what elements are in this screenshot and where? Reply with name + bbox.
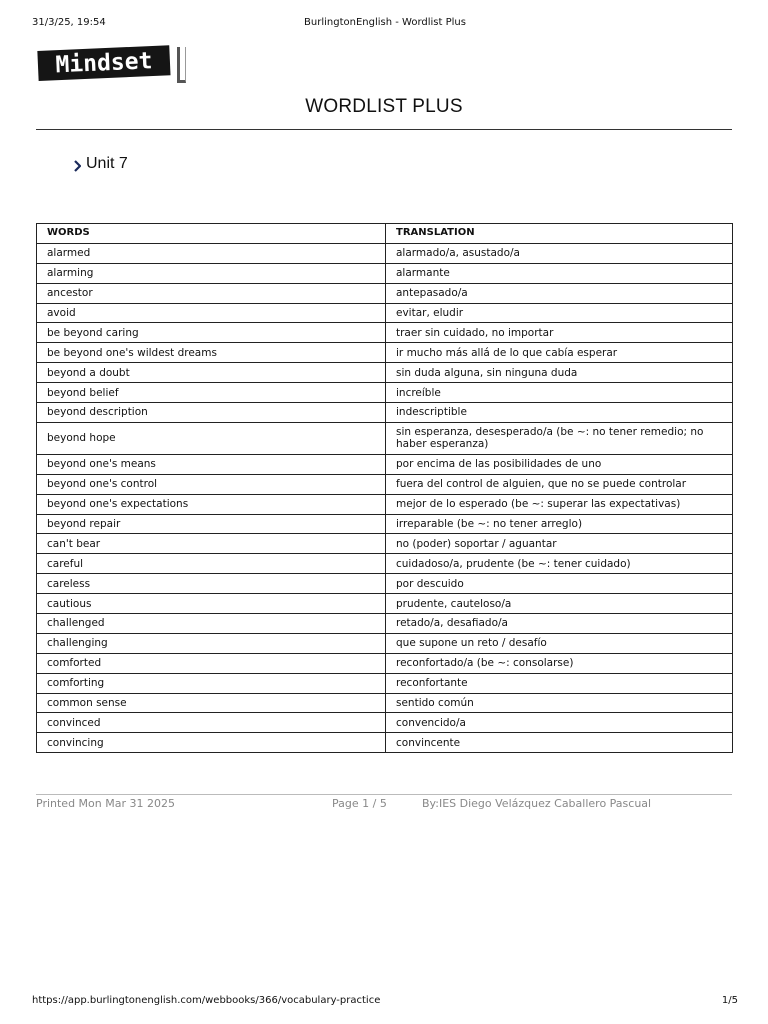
chevron-right-icon [74,160,81,172]
table-row [37,303,733,323]
table-row [37,422,733,454]
translation-cell: fuera del control de alguien, que no se puede controlar [386,474,733,494]
translation-cell: ir mucho más allá de lo que cabía esperar [386,343,733,363]
table-row [37,363,733,383]
word-cell: beyond one's means [37,454,386,474]
translation-cell: evitar, eludir [386,303,733,323]
table-row [37,614,733,634]
table-row [37,554,733,574]
word-cell: beyond description [37,403,386,423]
word-cell: careless [37,574,386,594]
table-row [37,633,733,653]
table-row [37,494,733,514]
table-row [37,574,733,594]
word-cell: careful [37,554,386,574]
table-row [37,403,733,423]
translation-cell: antepasado/a [386,283,733,303]
translation-cell: traer sin cuidado, no importar [386,323,733,343]
translation-cell: por encima de las posibilidades de uno [386,454,733,474]
page-title: WORDLIST PLUS [305,96,463,117]
table-body [37,243,733,752]
unit-label: Unit 7 [86,155,128,172]
print-page-title: BurlingtonEnglish - Wordlist Plus [304,17,466,28]
print-header [32,17,738,31]
word-cell: comforting [37,673,386,693]
translation-cell: por descuido [386,574,733,594]
translation-cell: no (poder) soportar / aguantar [386,534,733,554]
word-cell: be beyond caring [37,323,386,343]
table-row [37,673,733,693]
word-cell: alarmed [37,243,386,263]
translation-cell: irreparable (be ~: no tener arreglo) [386,514,733,534]
table-row [37,733,733,753]
printed-by: By:IES Diego Velázquez Caballero Pascual [422,797,652,810]
print-page-count: 1/5 [721,995,738,1006]
translation-cell: alarmante [386,263,733,283]
table-row [37,693,733,713]
table-row [37,323,733,343]
table-row [37,474,733,494]
translation-cell: cuidadoso/a, prudente (be ~: tener cuidado) [386,554,733,574]
translation-cell: retado/a, desafiado/a [386,614,733,634]
translation-cell: alarmado/a, asustado/a [386,243,733,263]
logo-level-mark [177,47,186,83]
table-row [37,454,733,474]
table-row [37,343,733,363]
wordlist-table [36,223,733,753]
logo-text: Mindset [54,48,153,79]
table-row [37,283,733,303]
table-row [37,263,733,283]
column-header-translation: TRANSLATION [386,224,733,244]
word-cell: beyond one's expectations [37,494,386,514]
translation-cell: reconfortante [386,673,733,693]
translation-cell: convincente [386,733,733,753]
translation-cell: increíble [386,383,733,403]
column-header-words: WORDS [37,224,386,244]
table-row [37,534,733,554]
print-timestamp: 31/3/25, 19:54 [32,17,106,28]
table-row [37,594,733,614]
word-cell: challenging [37,633,386,653]
word-cell: beyond hope [37,422,386,454]
translation-cell: que supone un reto / desafío [386,633,733,653]
translation-cell: sin esperanza, desesperado/a (be ~: no tener remedio; no haber esperanza) [386,422,733,454]
table-row [37,653,733,673]
footer-divider [36,794,732,795]
word-cell: can't bear [37,534,386,554]
word-cell: challenged [37,614,386,634]
translation-cell: indescriptible [386,403,733,423]
word-cell: convinced [37,713,386,733]
word-cell: be beyond one's wildest dreams [37,343,386,363]
mindset-logo [38,47,188,87]
translation-cell: convencido/a [386,713,733,733]
table-row [37,514,733,534]
word-cell: convincing [37,733,386,753]
word-cell: beyond belief [37,383,386,403]
table-header-row [37,224,733,244]
translation-cell: sentido común [386,693,733,713]
page-number: Page 1 / 5 [332,797,387,810]
word-cell: cautious [37,594,386,614]
print-url: https://app.burlingtonenglish.com/webbooks/366/vocabulary-practice [32,995,381,1006]
word-cell: avoid [37,303,386,323]
translation-cell: reconfortado/a (be ~: consolarse) [386,653,733,673]
word-cell: comforted [37,653,386,673]
word-cell: beyond a doubt [37,363,386,383]
translation-cell: sin duda alguna, sin ninguna duda [386,363,733,383]
word-cell: beyond one's control [37,474,386,494]
word-cell: ancestor [37,283,386,303]
table-row [37,383,733,403]
unit-link[interactable] [74,155,128,173]
table-row [37,243,733,263]
printed-date: Printed Mon Mar 31 2025 [36,797,175,810]
word-cell: common sense [37,693,386,713]
word-cell: beyond repair [37,514,386,534]
title-divider [36,129,732,130]
table-row [37,713,733,733]
word-cell: alarming [37,263,386,283]
translation-cell: mejor de lo esperado (be ~: superar las expectativas) [386,494,733,514]
translation-cell: prudente, cauteloso/a [386,594,733,614]
